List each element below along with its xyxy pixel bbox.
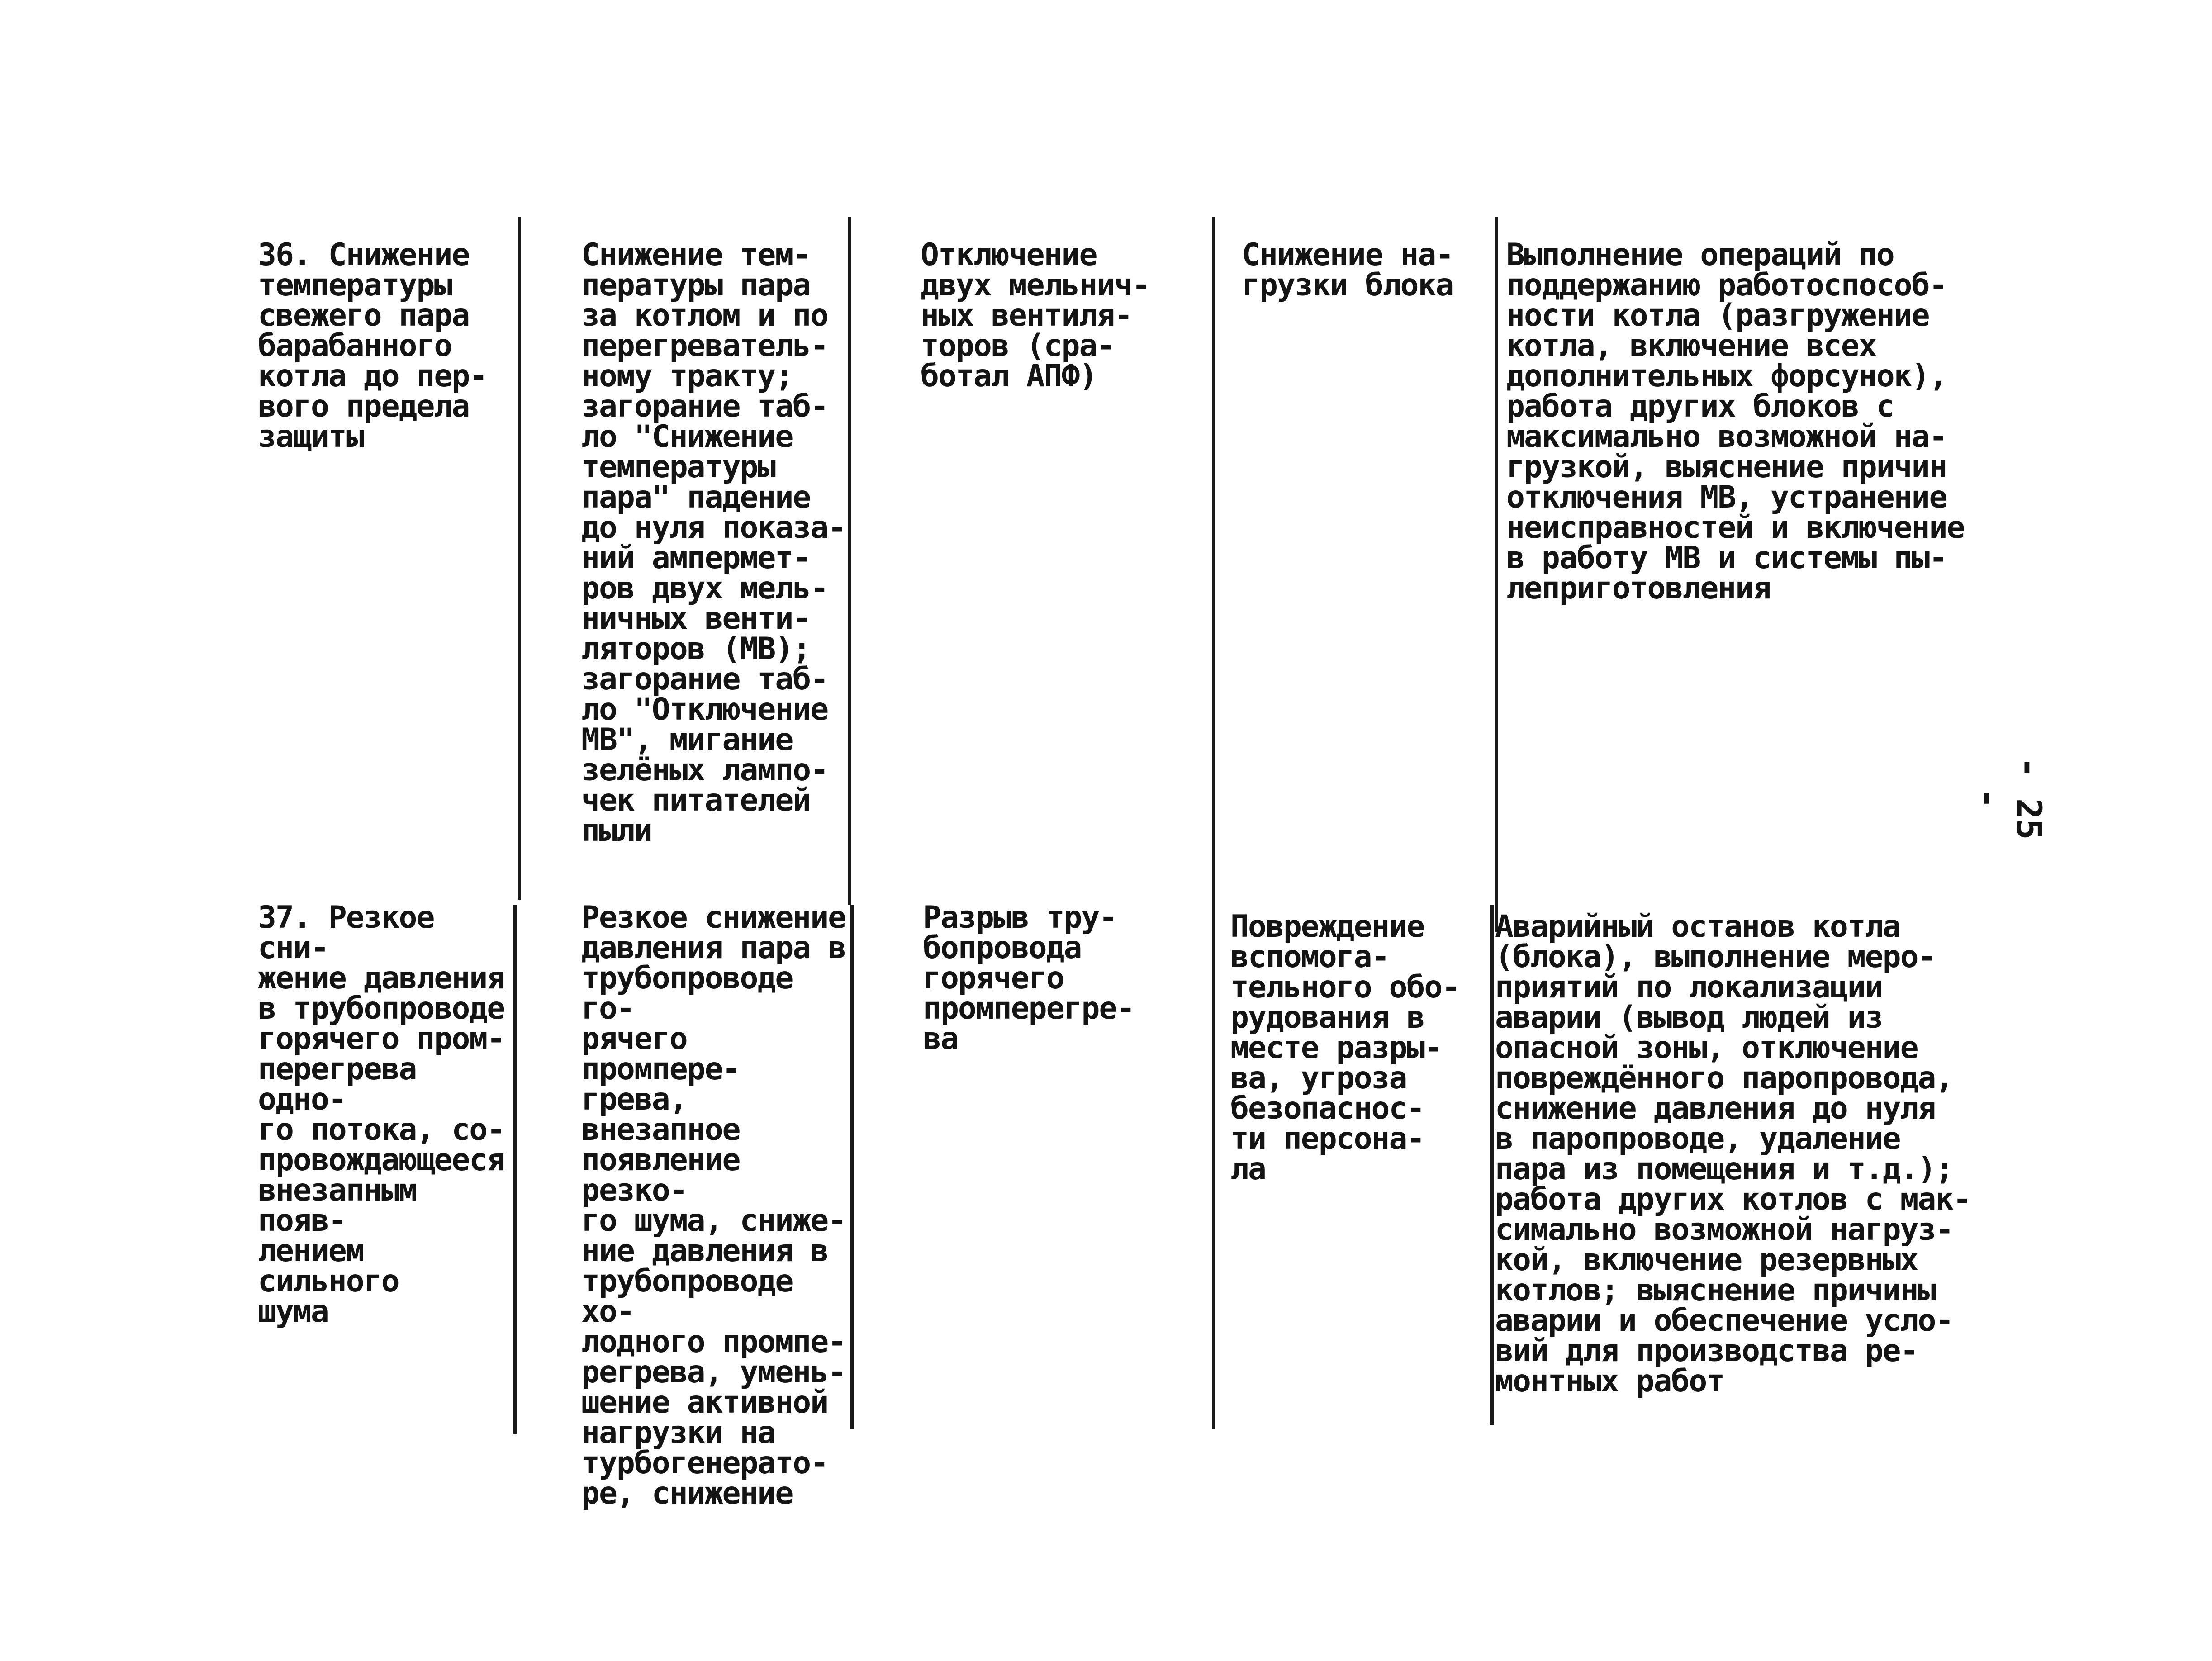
row-36-actions: Выполнение операций по поддержанию работоспособ- ности котла (разгружение котла, включение всех дополнительных форсунок), работа других блоков с максимально возможной на- грузкой, выяснение причин отключения МВ, устранение неисправностей и включение в работу МВ и системы пы- леприготовления — [1506, 237, 1965, 606]
column-divider-4 — [1495, 217, 1498, 932]
row-36-event: 36. Снижение температуры свежего пара барабанного котла до пер- вого предела защиты — [258, 237, 487, 455]
column-divider-3 — [1212, 217, 1215, 1429]
column-divider-1 — [518, 217, 521, 900]
page-number: - 25 - — [1968, 757, 2049, 840]
row-36-symptoms: Снижение тем- пературы пара за котлом и по перегреватель- ному тракту; загорание таб- ло "Снижение температуры пара" падение до нуля показа- ний ампермет- ров двух мель- ничных венти- ляторов (МВ); загорание таб- ло "Отключение МВ", мигание зелёных лампо- чек питателей пыли — [581, 237, 846, 849]
row-36-cause: Отключение двух мельнич- ных вентиля- торов (сра- ботал АПФ) — [921, 237, 1150, 394]
row-37-cause: Разрыв тру- бопровода горячего промперегре- ва — [923, 900, 1134, 1057]
row-36-consequence: Снижение на- грузки блока — [1242, 237, 1453, 303]
row-37-symptoms: Резкое снижение давления пара в трубопроводе го- рячего промпере- грева, внезапное появление резко- го шума, сниже- ние давления в трубопроводе хо- лодного промпе- регрева, умень- шение активной нагрузки на турбогенерато- ре, снижение — [581, 900, 846, 1511]
column-divider-2 — [848, 217, 851, 905]
column-divider-2b — [850, 905, 854, 1429]
row-37-consequence: Повреждение вспомога- тельного обо- рудования в месте разры- ва, угроза безопаснос- ти персона- ла — [1230, 909, 1460, 1187]
row-37-event: 37. Резкое сни- жение давления в трубопроводе горячего пром- перегрева одно- го потока, со- провождающееся внезапным появ- лением сильного шума — [258, 900, 505, 1329]
row-37-actions: Аварийный останов котла (блока), выполнение меро- приятий по локализации аварии (вывод людей из опасной зоны, отключение повреждённого паропровода, снижение давления до нуля в паропроводе, удаление пара из помещения и т.д.); работа других котлов с мак- симально возможной нагруз- кой, включение резервных котлов; выяснение причины аварии и обеспечение усло- вий для производства ре- монтных работ — [1495, 909, 1971, 1399]
